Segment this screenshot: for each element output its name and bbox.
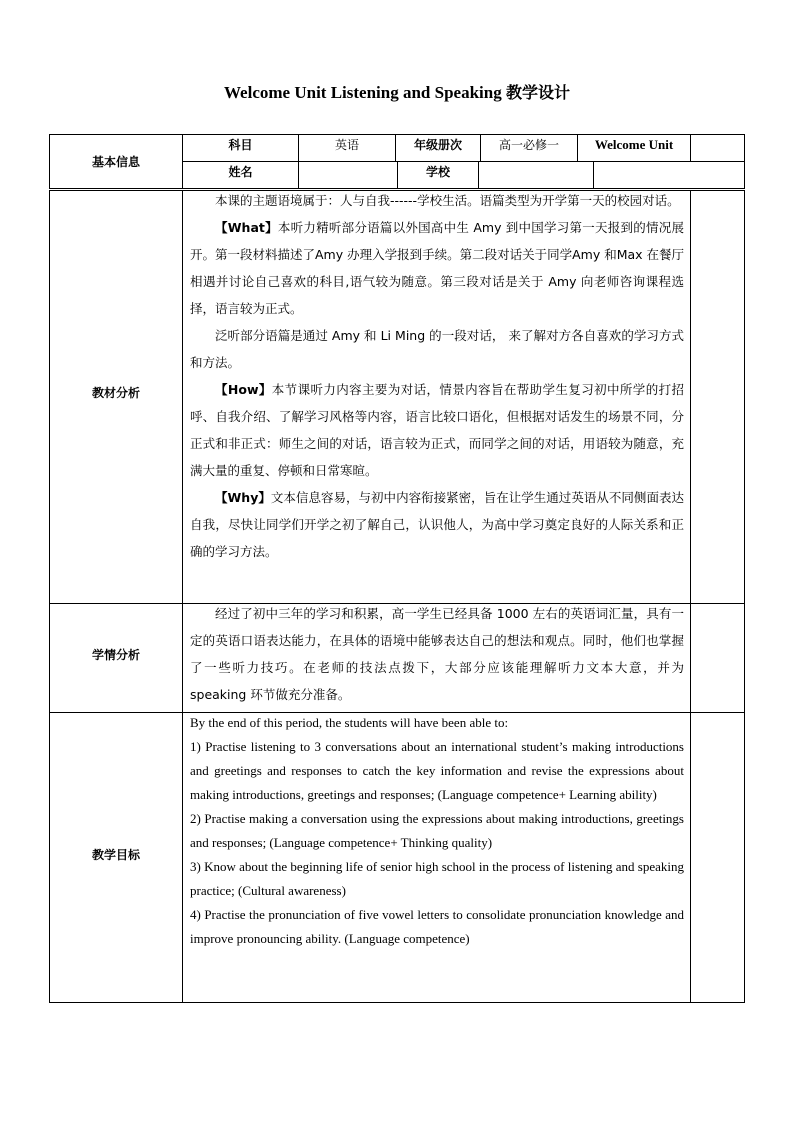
teaching-goals-text bbox=[190, 711, 684, 951]
material-paragraph-what bbox=[190, 214, 684, 322]
material-paragraph-why bbox=[190, 484, 684, 565]
what-tag: 【What】 bbox=[215, 220, 278, 235]
material-paragraph-3: 泛听部分语篇是通过 Amy 和 Li Ming 的一段对话， 来了解对方各自喜欢的学习方式和方法。 bbox=[190, 328, 684, 370]
goal-item-4: 4) Practise the pronunciation of five vowel letters to consolidate pronunciation knowledge and improve pronouncing ability. (Language competence) bbox=[190, 907, 684, 946]
rule bbox=[744, 190, 745, 1003]
material-paragraph-1: 本课的主题语境属于：人与自我------学校生活。语篇类型为开学第一天的校园对话。 bbox=[215, 193, 680, 208]
title-english: Welcome Unit Listening and Speaking bbox=[224, 83, 502, 102]
rule bbox=[690, 190, 691, 1003]
teaching-goals-label: 教学目标 bbox=[91, 847, 140, 862]
rule bbox=[478, 161, 479, 189]
rule bbox=[690, 134, 691, 161]
name-label: 姓名 bbox=[228, 165, 253, 179]
goal-item-2: 2) Practise making a conversation using the expressions about making introductions, greetings and responses; (Language competence+ Thinking quality) bbox=[190, 811, 684, 850]
basic-info-label: 基本信息 bbox=[91, 155, 140, 169]
why-tag: 【Why】 bbox=[215, 490, 271, 505]
goals-intro: By the end of this period, the students will have been able to: bbox=[190, 715, 509, 730]
goal-item-3: 3) Know about the beginning life of senior high school in the process of listening and speaking practice; (Cultural awareness) bbox=[190, 859, 684, 898]
how-text: 本节课听力内容主要为对话，情景内容旨在帮助学生复习初中所学的打招呼、自我介绍、了解学习风格等内容，语言比较口语化，但根据对话发生的场景不同，分正式和非正式：师生之间的对话，语言较为正式，而同学之间的对话，用语较为随意，充满大量的重复、停顿和日常寒暄。 bbox=[190, 382, 684, 478]
rule bbox=[593, 161, 594, 189]
subject-value: 英语 bbox=[334, 138, 359, 152]
material-analysis-label: 教材分析 bbox=[91, 385, 140, 400]
rule bbox=[49, 1002, 745, 1003]
grade-label: 年级册次 bbox=[413, 138, 462, 152]
title-chinese: 教学设计 bbox=[505, 83, 570, 102]
how-tag: 【How】 bbox=[215, 382, 272, 397]
rule bbox=[49, 190, 50, 1003]
document-title bbox=[0, 80, 794, 103]
learner-analysis-text bbox=[190, 600, 684, 708]
rule bbox=[744, 134, 745, 189]
rule bbox=[182, 190, 183, 1003]
learner-paragraph: 经过了初中三年的学习和积累，高一学生已经具备 1000 左右的英语词汇量，具有一定的英语口语表达能力，在具体的语境中能够表达自己的想法和观点。同时，他们也掌握了一些听力技巧。在老师的技法点拨下，大部分应该能理解听力文本大意，并为 speaking 环节做充分准备。 bbox=[190, 606, 684, 702]
grade-value: 高一必修一 bbox=[498, 138, 559, 152]
subject-label: 科目 bbox=[228, 138, 253, 152]
school-label: 学校 bbox=[425, 165, 450, 179]
unit-value: Welcome Unit bbox=[594, 137, 674, 152]
material-analysis-text bbox=[190, 187, 684, 565]
what-text: 本听力精听部分语篇以外国高中生 Amy 到中国学习第一天报到的情况展开。第一段材料描述了Amy 办理入学报到手续。第二段对话关于同学Amy 和Max 在餐厅相遇并讨论自己喜欢的科目,语气较为随意。第三段对话是关于 Amy 向老师咨询课程选择，语言较为正式。 bbox=[190, 220, 685, 316]
material-paragraph-how bbox=[190, 376, 684, 484]
goal-item-1: 1) Practise listening to 3 conversations about an international student’s making introductions and greetings and responses to catch the key information and revise the expressions about making introductions, greetings and responses; (Language competence+ Learning ability) bbox=[190, 739, 684, 802]
why-text: 文本信息容易，与初中内容衔接紧密，旨在让学生通过英语从不同侧面表达自我，尽快让同学们开学之初了解自己，认识他人，为高中学习奠定良好的人际关系和正确的学习方法。 bbox=[190, 490, 684, 559]
learner-analysis-label: 学情分析 bbox=[91, 647, 140, 662]
